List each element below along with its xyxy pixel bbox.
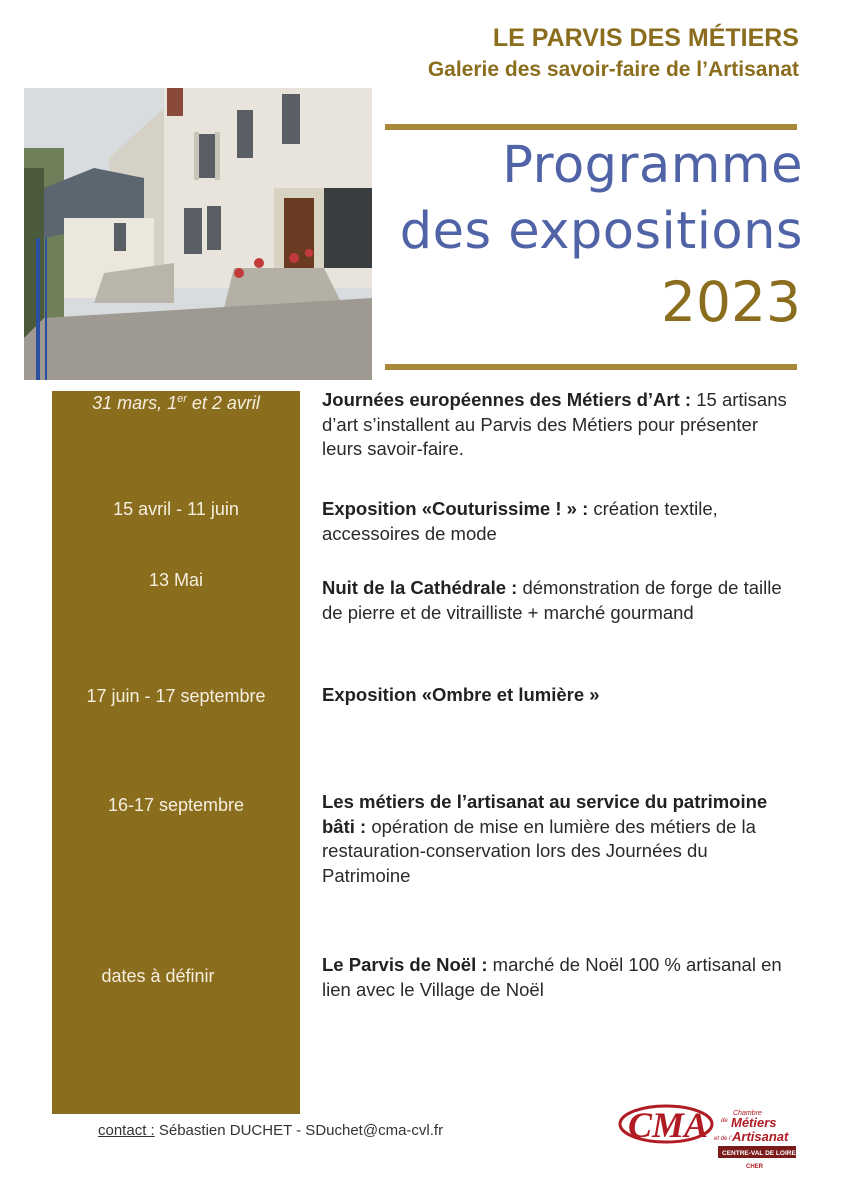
event-description: démonstration de forge de taille de pierre et de vitrailliste + marché gourmand xyxy=(322,577,782,623)
bottom-rule xyxy=(385,364,797,370)
event-title: Journées européennes des Métiers d’Art : xyxy=(322,389,692,410)
contact-details[interactable]: Sébastien DUCHET - SDuchet@cma-cvl.fr xyxy=(154,1122,444,1139)
event-title: Exposition «Ombre et lumière » xyxy=(322,684,600,705)
svg-text:et de l’: et de l’ xyxy=(714,1136,732,1142)
top-rule xyxy=(385,124,797,130)
building-photo xyxy=(24,88,372,380)
event-item xyxy=(322,576,797,625)
event-item xyxy=(322,388,797,462)
event-title: Exposition «Couturissime ! » : xyxy=(322,498,589,519)
svg-text:CENTRE-VAL DE LOIRE: CENTRE-VAL DE LOIRE xyxy=(722,1150,796,1157)
cma-logo xyxy=(618,1100,818,1180)
programme-title-line2: des expositions xyxy=(399,202,803,261)
contact-label: contact : xyxy=(98,1122,155,1139)
svg-text:de: de xyxy=(721,1118,728,1124)
event-item xyxy=(322,953,797,1002)
event-title: Nuit de la Cathédrale : xyxy=(322,577,518,598)
event-date: 16-17 septembre xyxy=(107,795,245,815)
svg-text:Métiers: Métiers xyxy=(731,1115,777,1130)
event-item xyxy=(322,683,797,708)
contact-line xyxy=(98,1122,443,1139)
svg-text:Artisanat: Artisanat xyxy=(732,1129,789,1144)
event-title: Le Parvis de Noël : xyxy=(322,954,488,975)
svg-text:CHER: CHER xyxy=(746,1164,764,1170)
svg-text:CMA: CMA xyxy=(628,1105,709,1145)
event-item xyxy=(322,497,797,546)
event-description: opération de mise en lumière des métiers de la restauration-conservation lors des Journées du Patrimoine xyxy=(322,815,756,886)
event-title: Les métiers de l’artisanat au service du patrimoine bâti : xyxy=(322,791,768,837)
header-title: LE PARVIS DES MÉTIERS xyxy=(492,24,799,52)
event-date: 15 avril - 11 juin xyxy=(113,499,239,519)
event-date: 13 Mai xyxy=(148,570,204,590)
programme-title-line1: Programme xyxy=(502,136,803,195)
svg-text:Chambre: Chambre xyxy=(733,1110,762,1117)
programme-year: 2023 xyxy=(661,270,801,334)
event-date: 17 juin - 17 septembre xyxy=(86,686,266,706)
event-description: marché de Noël 100 % artisanal en lien avec le Village de Noël xyxy=(322,954,782,1000)
event-date: 31 mars, 1er et 2 avril xyxy=(92,393,260,413)
event-item xyxy=(322,790,797,888)
event-description: 15 artisans d’art s’installent au Parvis des Métiers pour présenter leurs savoir-faire. xyxy=(322,389,787,459)
header-subtitle: Galerie des savoir-faire de l’Artisanat xyxy=(427,58,799,81)
event-description: création textile, accessoires de mode xyxy=(322,498,718,544)
event-date: dates à définir xyxy=(101,966,215,986)
